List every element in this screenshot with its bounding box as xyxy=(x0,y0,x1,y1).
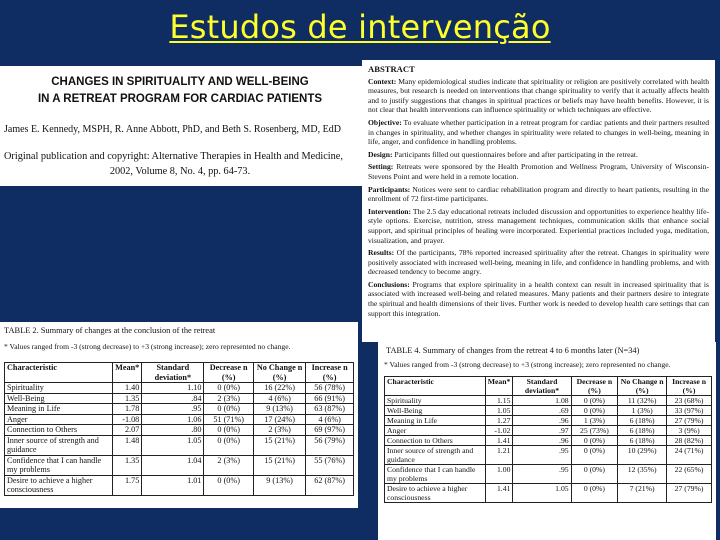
abstract-section xyxy=(368,185,709,204)
table-cell: 1.75 xyxy=(113,475,142,495)
table-cell: 66 (91%) xyxy=(306,393,354,404)
table-cell: 56 (78%) xyxy=(306,383,354,394)
table-cell: .95 xyxy=(513,446,571,465)
table-2-caption: TABLE 2. Summary of changes at the conclusion of the retreat xyxy=(4,326,216,335)
table-cell: 6 (18%) xyxy=(618,436,667,446)
table-2-note: * Values ranged from -3 (strong decrease) to +3 (strong increase); zero represented no change. xyxy=(4,342,291,351)
abstract-section-label: Objective: xyxy=(368,117,402,127)
table-cell: 28 (82%) xyxy=(667,436,712,446)
table-cell: 1.06 xyxy=(142,414,204,425)
table-cell: 4 (6%) xyxy=(306,414,354,425)
table-header-row xyxy=(5,363,354,383)
table-cell: 55 (76%) xyxy=(306,455,354,475)
table-cell: 9 (13%) xyxy=(253,475,305,495)
column-header: Standard deviation* xyxy=(513,377,571,396)
table-2 xyxy=(4,362,354,496)
table-cell: 0 (0%) xyxy=(204,475,254,495)
table-cell: 1.04 xyxy=(142,455,204,475)
table-cell: 1.00 xyxy=(485,465,513,484)
abstract-section-label: Context: xyxy=(368,76,397,86)
table-cell: 15 (21%) xyxy=(253,435,305,455)
abstract-section-label: Intervention: xyxy=(368,206,412,216)
table-cell: .95 xyxy=(513,465,571,484)
table-cell: 1.40 xyxy=(113,383,142,394)
table-row xyxy=(5,414,354,425)
row-label: Anger xyxy=(385,426,486,436)
table-cell: .69 xyxy=(513,406,571,416)
table-cell: 15 (21%) xyxy=(253,455,305,475)
table-cell: 1.41 xyxy=(485,436,513,446)
table-cell: 11 (32%) xyxy=(618,396,667,406)
column-header: Increase n (%) xyxy=(667,377,712,396)
table-cell: .80 xyxy=(142,425,204,436)
table-row xyxy=(5,435,354,455)
table-cell: 25 (73%) xyxy=(571,426,618,436)
table-cell: 1.10 xyxy=(142,383,204,394)
column-header: Mean* xyxy=(113,363,142,383)
abstract-section-label: Participants: xyxy=(368,184,411,194)
table-row xyxy=(385,484,712,503)
table-cell: 0 (0%) xyxy=(571,396,618,406)
table-cell: -1.02 xyxy=(485,426,513,436)
table-cell: 12 (35%) xyxy=(618,465,667,484)
table-cell: .96 xyxy=(513,436,571,446)
table-cell: 7 (21%) xyxy=(618,484,667,503)
table-cell: 1.35 xyxy=(113,393,142,404)
table-cell: 1.35 xyxy=(113,455,142,475)
table-cell: 0 (0%) xyxy=(571,406,618,416)
table-cell: 27 (79%) xyxy=(667,484,712,503)
column-header: No Change n (%) xyxy=(253,363,305,383)
table-cell: 1.08 xyxy=(513,396,571,406)
row-label: Confidence that I can handle my problems xyxy=(385,465,486,484)
table-4-note: * Values ranged from -3 (strong decrease) to +3 (strong increase); zero represented no change. xyxy=(384,360,671,369)
table-4 xyxy=(384,376,712,503)
table-cell: 1.27 xyxy=(485,416,513,426)
row-label: Desire to achieve a higher consciousness xyxy=(385,484,486,503)
abstract-section-text: Retreats were sponsored by the Health Promotion and Wellness Program, University of Wisconsin-Stevens Point and were held in a remote location. xyxy=(368,162,709,181)
table-cell: 22 (65%) xyxy=(667,465,712,484)
table-cell: 1.05 xyxy=(485,406,513,416)
abstract-section-text: Of the participants, 78% reported increased spirituality after the retreat. Changes in spirituality were positively associated with increased well-being, meaning in life, and confidence in handling problems, and with decreased tendency to become angry. xyxy=(368,248,709,277)
article-title-line-1: CHANGES IN SPIRITUALITY AND WELL-BEING xyxy=(51,76,309,88)
article-authors: James E. Kennedy, MSPH, R. Anne Abbott, PhD, and Beth S. Rosenberg, MD, EdD xyxy=(4,124,341,135)
abstract-section-label: Setting: xyxy=(368,162,394,172)
row-label: Spirituality xyxy=(385,396,486,406)
table-cell: 16 (22%) xyxy=(253,383,305,394)
table-cell: 0 (0%) xyxy=(204,383,254,394)
row-label: Inner source of strength and guidance xyxy=(385,446,486,465)
abstract-sections xyxy=(368,77,709,319)
table-cell: 3 (9%) xyxy=(667,426,712,436)
abstract-panel xyxy=(362,60,715,342)
table-cell: 56 (79%) xyxy=(306,435,354,455)
table-cell: 10 (29%) xyxy=(618,446,667,465)
row-label: Meaning in Life xyxy=(5,404,113,415)
table-cell: 9 (13%) xyxy=(253,404,305,415)
abstract-section xyxy=(368,162,709,181)
table-row xyxy=(385,416,712,426)
abstract-section xyxy=(368,248,709,277)
table-4-caption: TABLE 4. Summary of changes from the retreat 4 to 6 months later (N=34) xyxy=(386,346,640,355)
table-cell: 4 (6%) xyxy=(253,393,305,404)
row-label: Connection to Others xyxy=(385,436,486,446)
table-row xyxy=(5,475,354,495)
table-row xyxy=(385,426,712,436)
abstract-section xyxy=(368,150,709,160)
row-label: Meaning in Life xyxy=(385,416,486,426)
table-cell: 62 (87%) xyxy=(306,475,354,495)
column-header: Standard deviation* xyxy=(142,363,204,383)
abstract-section-label: Design: xyxy=(368,149,393,159)
row-label: Well-Being xyxy=(385,406,486,416)
abstract-section-text: Programs that explore spirituality in a health context can result in increased spirituality that is associated with increased well-being and related measures. Many patients and their partners desire to integrate the spiritual and health dimensions of their lives. Further work is needed to develop health care settings that can support this integration. xyxy=(368,279,709,318)
table-cell: 63 (87%) xyxy=(306,404,354,415)
table-cell: 1.21 xyxy=(485,446,513,465)
table-row xyxy=(5,425,354,436)
table-cell: 69 (97%) xyxy=(306,425,354,436)
table-header-row xyxy=(385,377,712,396)
table-cell: .97 xyxy=(513,426,571,436)
table-cell: 1 (3%) xyxy=(618,406,667,416)
table-cell: -1.08 xyxy=(113,414,142,425)
table-cell: 0 (0%) xyxy=(204,425,254,436)
column-header: Mean* xyxy=(485,377,513,396)
table-cell: 17 (24%) xyxy=(253,414,305,425)
table-cell: 1.05 xyxy=(142,435,204,455)
column-header: Increase n (%) xyxy=(306,363,354,383)
table-row xyxy=(5,383,354,394)
publication-line-1: Original publication and copyright: Alternative Therapies in Health and Medicine, xyxy=(4,151,343,162)
abstract-title: ABSTRACT xyxy=(368,64,415,74)
table-row xyxy=(385,396,712,406)
table-cell: 1 (3%) xyxy=(571,416,618,426)
row-label: Well-Being xyxy=(5,393,113,404)
table-cell: 0 (0%) xyxy=(571,484,618,503)
table-4-panel xyxy=(378,342,716,540)
table-cell: 27 (79%) xyxy=(667,416,712,426)
column-header: Decrease n (%) xyxy=(571,377,618,396)
publication-info xyxy=(4,149,356,179)
row-label: Confidence that I can handle my problems xyxy=(5,455,113,475)
row-label: Inner source of strength and guidance xyxy=(5,435,113,455)
table-cell: 1.41 xyxy=(485,484,513,503)
abstract-section-text: To evaluate whether participation in a retreat program for cardiac patients and their partners resulted in changes in spirituality, and whether changes in spirituality were related to changes in well-being, meaning in life, anger, and confidence in handling problems. xyxy=(368,117,709,147)
row-label: Connection to Others xyxy=(5,425,113,436)
abstract-section xyxy=(368,207,709,245)
column-header: No Change n (%) xyxy=(618,377,667,396)
table-cell: .96 xyxy=(513,416,571,426)
row-label: Desire to achieve a higher consciousness xyxy=(5,475,113,495)
table-cell: 1.48 xyxy=(113,435,142,455)
table-cell: 2 (3%) xyxy=(204,455,254,475)
table-cell: 1.01 xyxy=(142,475,204,495)
abstract-section-text: The 2.5 day educational retreats included discussion and opportunities to experience healthy life-style options. Exercise, nutrition, stress management techniques, communication skills that enhance social support, and spiritual principles of healing were incorporated. Experiential practices included yoga, meditation, visualization, and prayer. xyxy=(368,206,709,245)
article-title-line-2: IN A RETREAT PROGRAM FOR CARDIAC PATIENTS xyxy=(37,93,323,105)
table-row xyxy=(5,404,354,415)
table-cell: 33 (97%) xyxy=(667,406,712,416)
table-cell: 1.78 xyxy=(113,404,142,415)
column-header: Characteristic xyxy=(5,363,113,383)
slide-title: Estudos de intervenção xyxy=(169,8,551,46)
table-cell: 0 (0%) xyxy=(204,435,254,455)
table-cell: 0 (0%) xyxy=(571,446,618,465)
table-cell: 1.15 xyxy=(485,396,513,406)
row-label: Spirituality xyxy=(5,383,113,394)
article-header xyxy=(0,66,362,186)
table-cell: 51 (71%) xyxy=(204,414,254,425)
column-header: Characteristic xyxy=(385,377,486,396)
abstract-section xyxy=(368,77,709,115)
abstract-section-label: Results: xyxy=(368,248,395,258)
publication-line-2: 2002, Volume 8, No. 4, pp. 64-73. xyxy=(109,166,251,177)
table-cell: 0 (0%) xyxy=(204,404,254,415)
row-label: Anger xyxy=(5,414,113,425)
column-header: Decrease n (%) xyxy=(204,363,254,383)
table-cell: 0 (0%) xyxy=(571,436,618,446)
abstract-section-text: Participants filled out questionnaires before and after participating in the retreat. xyxy=(392,149,638,159)
table-row xyxy=(385,406,712,416)
table-cell: 2 (3%) xyxy=(204,393,254,404)
table-cell: 1.05 xyxy=(513,484,571,503)
table-row xyxy=(385,436,712,446)
abstract-section-text: Many epidemiological studies indicate that spirituality or religion are positively correlated with health measures, but research is needed on interventions that change spirituality to verify that it actually affects health and to justify suggestions that changes in spiritual practices or beliefs may have health benefits. However, it is not clear that health interventions can influence spirituality or which techniques are effective. xyxy=(368,76,709,115)
table-cell: 23 (68%) xyxy=(667,396,712,406)
table-row xyxy=(5,455,354,475)
table-cell: 2 (3%) xyxy=(253,425,305,436)
table-cell: 2.07 xyxy=(113,425,142,436)
table-row xyxy=(385,465,712,484)
table-2-panel xyxy=(0,322,358,508)
table-cell: 24 (71%) xyxy=(667,446,712,465)
table-cell: 6 (18%) xyxy=(618,416,667,426)
abstract-section xyxy=(368,280,709,318)
abstract-section xyxy=(368,118,709,147)
table-cell: 0 (0%) xyxy=(571,465,618,484)
table-cell: 6 (18%) xyxy=(618,426,667,436)
abstract-section-text: Notices were sent to cardiac rehabilitation program and directly to heart patients, resulting in the enrollment of 72 first-time participants. xyxy=(368,184,709,204)
table-row xyxy=(5,393,354,404)
table-row xyxy=(385,446,712,465)
table-cell: .95 xyxy=(142,404,204,415)
abstract-section-label: Conclusions: xyxy=(368,279,410,289)
table-cell: .84 xyxy=(142,393,204,404)
